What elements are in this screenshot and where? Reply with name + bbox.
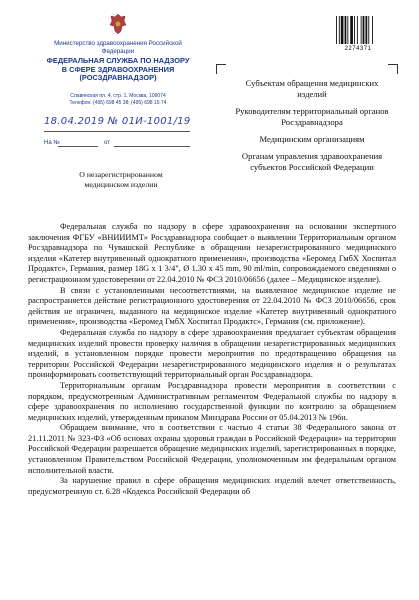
coat-of-arms-icon bbox=[108, 12, 128, 36]
agency-address: Славянская пл. 4, стр. 1, Москва, 109074 Телефон: (495) 698 45 38; (495) 698 15 74 bbox=[69, 93, 167, 106]
recipient: Субъектам обращения медицинских изделий bbox=[245, 78, 379, 99]
letter-body bbox=[28, 222, 396, 497]
recipient: Руководителям территориальный органов Росздравнадзора bbox=[235, 106, 389, 127]
reference-line bbox=[44, 140, 190, 146]
body-paragraph: Федеральная служба по надзору в сфере здравоохранения на основании экспертного заключения ФГБУ «ВНИИИМТ» Росздравнадзора сообщает о выявлении Территориальным органом Росздравнадзора по Чувашской Республике в обращении незарегистрированного медицинского изделия «Катетер внутривенный однократного применения», производства «Беромед ГмбХ Хоспитал Продактс», Германия, размер 18G x 1 3/4", Ø 1.30 x 45 mm, 90 ml/min, сопровождаемого сведениями о регистрационном удостоверении от 22.04.2010 № ФСЗ 2010/06656 (далее – Медицинское изделие). bbox=[28, 222, 396, 284]
body-paragraph: За нарушение правил в сфере обращения медицинских изделий влечет ответственность, предусмотренную ст. 6.28 «Кодекса Российской Федерации об bbox=[28, 476, 396, 496]
recipients-block bbox=[232, 78, 392, 179]
body-paragraph: Территориальным органам Росздравнадзора провести мероприятия в соответствии с порядком, предусмотренным Административным регламентом Федеральной службы по надзору в сфере здравоохранения по исполнению государственной функции по контролю за обращением медицинских изделий, утвержденным приказом Минздрава России от 05.04.2013 № 196н. bbox=[28, 380, 396, 422]
barcode-number: 2274371 bbox=[344, 46, 372, 52]
body-paragraph: Обращаем внимание, что в соответствии с частью 4 статьи 38 Федерального закона от 21.11.2011 № 323-ФЗ «Об основах охраны здоровья граждан в Российской Федерации» на территории Российской Федерации разрешается обращение медицинских изделий, зарегистрированных в порядке, установленном Правительством Российской Федерации, уполномоченным им федеральным органом исполнительной власти. bbox=[28, 423, 396, 475]
reference-number-label: На № bbox=[44, 140, 60, 146]
body-paragraph: Федеральная служба по надзору в сфере здравоохранения предлагает субъектам обращения медицинских изделий провести проверку наличия в обращении незарегистрированных медицинских изделий, в установленном порядке провести мероприятия по предотвращению обращения на территории Российской Федерации незарегистрированного медицинского изделия и о результатах проинформировать соответствующий территориальный орган Росздравнадзора. bbox=[28, 327, 396, 380]
recipient: Органам управления здравоохранения субъектов Российской Федерации bbox=[241, 151, 383, 172]
agency-name: ФЕДЕРАЛЬНАЯ СЛУЖБА ПО НАДЗОРУ В СФЕРЕ ЗДРАВООХРАНЕНИЯ (РОСЗДРАВНАДЗОР) bbox=[46, 56, 190, 83]
handwritten-date: 18.04.2019 № 01И-1001/19 bbox=[44, 116, 191, 127]
body-paragraph: В связи с установленными несоответствиями, на выявленное медицинское изделие не распространяется действие регистрационного удостоверения от 22.04.2010 № ФСЗ 2010/06656, срок действия не ограничен, выданного на медицинское изделие «Катетер внутривенный однократного применения», производства «Беромед ГмбХ Хоспитал Продактс», Германия (см. приложение). bbox=[28, 285, 396, 327]
recipient: Медицинским организациям bbox=[259, 134, 365, 144]
barcode-icon bbox=[336, 16, 380, 44]
reference-from-label: от bbox=[104, 140, 110, 146]
letter-subject: О незарегистрированном медицинском изделии bbox=[79, 170, 163, 189]
date-number-line bbox=[44, 118, 190, 136]
ministry-name: Министерство здравоохранения Российской Федерации bbox=[54, 40, 182, 55]
